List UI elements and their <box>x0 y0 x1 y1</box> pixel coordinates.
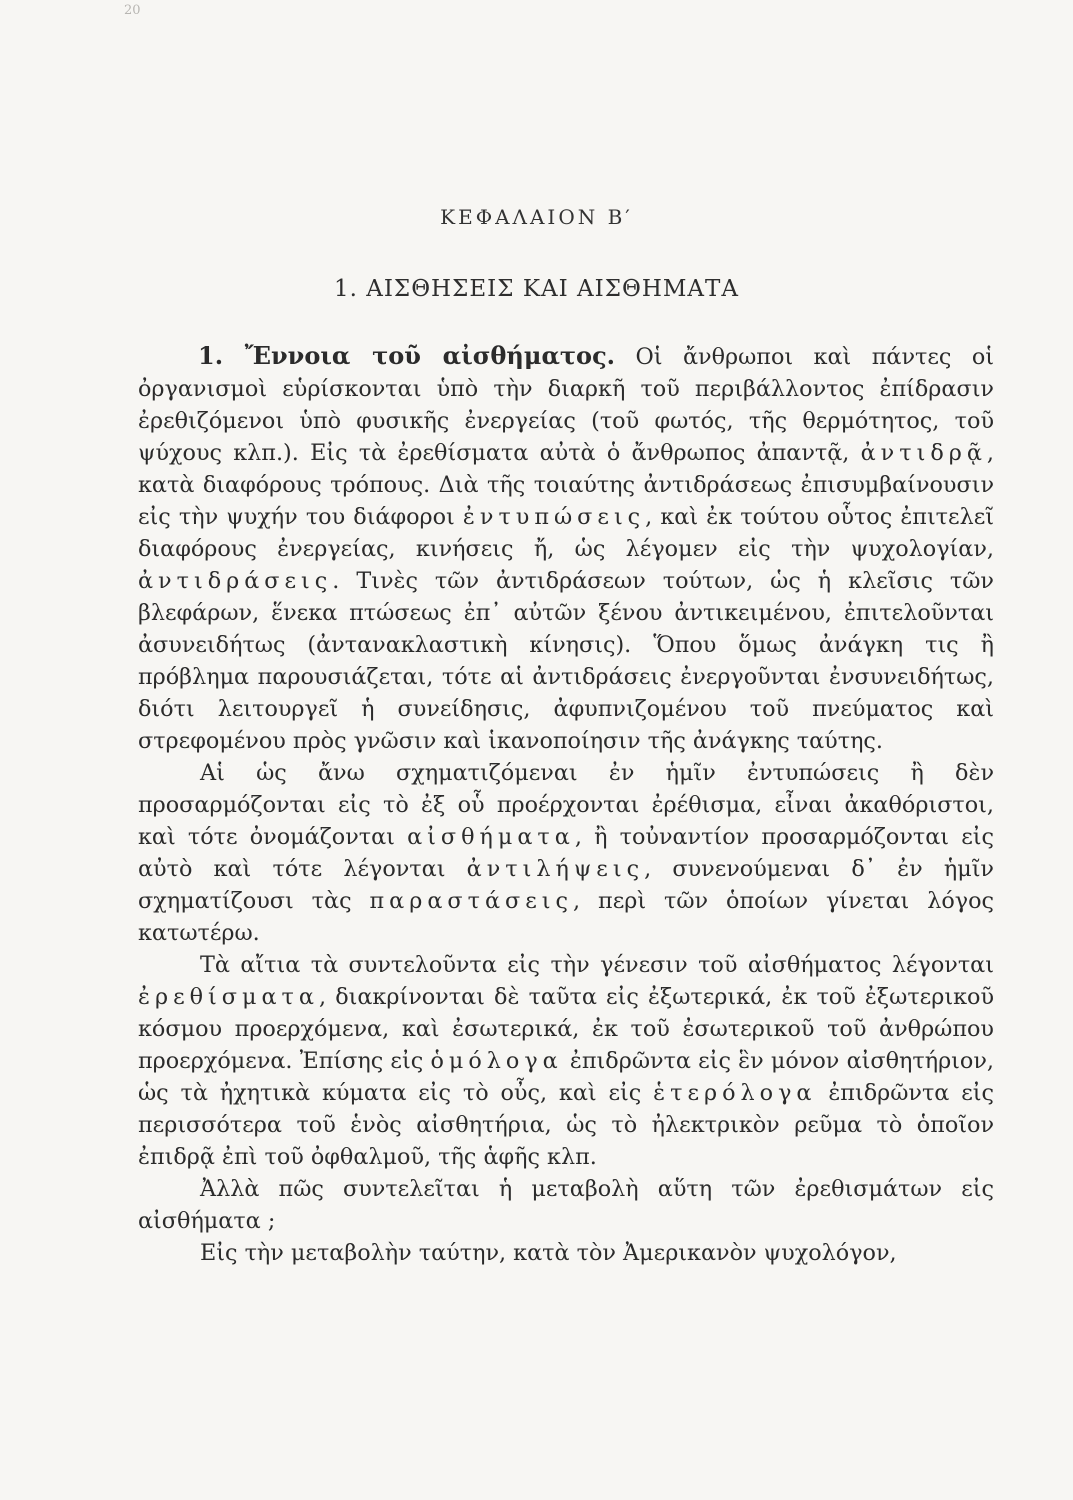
text-run: Ἀλλὰ πῶς συντελεῖται ἡ μεταβολὴ αὕτη τῶν ἐρεθισμάτων εἰς αἰσθήματα ; <box>138 1176 994 1234</box>
paragraph-5 <box>138 1237 994 1269</box>
chapter-title: ΚΕΦΑΛΑΙΟΝ Β′ <box>440 205 633 229</box>
paragraph-2 <box>138 757 994 949</box>
text-run: Τὰ αἴτια τὰ συντελοῦντα εἰς τὴν γένεσιν τοῦ αἰσθήματος λέγονται <box>200 952 994 978</box>
body-text <box>138 340 994 1269</box>
text-run: Αἱ ὡς ἄνω σχηματιζόμεναι ἐν ἡμῖν ἐντυπώσεις ἢ δὲν προσαρμόζονται εἰς τὸ ἐξ οὗ προέρχονται ἐρέθισμα, εἶναι ἀκαθόριστοι, καὶ τότε ὀνομάζονται <box>138 760 994 850</box>
spaced-term: ἐντυπώσεις <box>462 504 646 530</box>
text-run: , ἢ τοὐναντίον προσαρμόζονται εἰς αὐτὸ καὶ τότε λέγονται <box>138 824 994 882</box>
spaced-term: ἐρεθίσματα <box>138 984 319 1010</box>
text-run: , περὶ τῶν ὁποίων γίνεται λόγος κατωτέρω. <box>138 888 995 946</box>
text-run: ἐπιδρῶντα εἰς περισσότερα τοῦ ἑνὸς αἰσθητήρια, ὡς τὸ ἠλεκτρικὸν ρεῦμα τὸ ὁποῖον ἐπιδρᾷ ἐπὶ τοῦ ὀφθαλμοῦ, τῆς ἁφῆς κλπ. <box>138 1080 995 1170</box>
text-run: Εἰς τὴν μεταβολὴν ταύτην, κατὰ τὸν Ἀμερικανὸν ψυχολόγον, <box>200 1240 897 1266</box>
spaced-term: ἀντιλήψεις <box>466 856 645 882</box>
spaced-term: ἀντιδρᾷ <box>860 440 987 466</box>
spaced-term: ἀντιδράσεις <box>138 568 333 594</box>
paragraph-1 <box>138 340 994 757</box>
text-run: , καὶ ἐκ τούτου οὗτος ἐπιτελεῖ διαφόρους ἐνεργείας, κινήσεις ἤ, ὡς λέγομεν εἰς τὴν ψυχολογίαν, <box>138 504 994 562</box>
spaced-term: παραστάσεις <box>369 888 574 914</box>
spaced-term: αἰσθήματα <box>407 824 575 850</box>
spaced-term: ὁμόλογα <box>430 1048 563 1074</box>
subsection-heading: 1. Ἔννοια τοῦ αἰσθήματος. <box>198 341 616 370</box>
text-run: . Τινὲς τῶν ἀντιδράσεων τούτων, ὡς ἡ κλεῖσις τῶν βλεφάρων, ἕνεκα πτώσεως ἐπ᾽ αὐτῶν ξένου ἀντικειμένου, ἐπιτελοῦνται ἀσυνειδήτως (ἀντανακλαστικὴ κίνησις). Ὅπου ὅμως ἀνάγκη τις ἢ πρόβλημα παρουσιάζεται, τότε αἱ ἀντιδράσεις ἐνεργοῦνται ἐνσυνειδήτως, διότι λειτουργεῖ ἡ συνείδησις, ἀφυπνιζομένου τοῦ πνεύματος καὶ στρεφομένου πρὸς γνῶσιν καὶ ἱκανοποίησιν τῆς ἀνάγκης ταύτης. <box>138 568 994 754</box>
text-run: ἐπιδρῶντα εἰς ἓν μόνον αἰσθητήριον, ὡς τὰ ἠχητικὰ κύματα εἰς τὸ οὖς, καὶ εἰς <box>138 1048 994 1106</box>
text-run: , συνενούμεναι δ᾽ ἐν ἡμῖν σχηματίζουσι τὰς <box>138 856 994 914</box>
text-run: Οἱ ἄνθρωποι καὶ πάντες οἱ ὀργανισμοὶ εὑρίσκονται ὑπὸ τὴν διαρκῆ τοῦ περιβάλλοντος ἐπίδρασιν ἐρεθιζόμενοι ὑπὸ φυσικῆς ἐνεργείας (τοῦ φωτός, τῆς θερμότητος, τοῦ ψύχους κλπ.). Εἰς τὰ ἐρεθίσματα αὐτὰ ὁ ἄνθρωπος ἀπαντᾷ, <box>138 344 994 466</box>
paragraph-4 <box>138 1173 994 1237</box>
text-run: , κατὰ διαφόρους τρόπους. Διὰ τῆς τοιαύτης ἀντιδράσεως ἐπισυμβαίνουσιν εἰς τὴν ψυχήν του διάφοροι <box>138 440 994 530</box>
spaced-term: ἑτερόλογα <box>653 1080 817 1106</box>
page-number: 20 <box>124 3 141 18</box>
paragraph-3 <box>138 949 994 1173</box>
section-title: 1. ΑΙΣΘΗΣΕΙΣ ΚΑΙ ΑΙΣΘΗΜΑΤΑ <box>333 276 739 302</box>
text-run: , διακρίνονται δὲ ταῦτα εἰς ἐξωτερικά, ἐκ τοῦ ἐξωτερικοῦ κόσμου προερχόμενα, καὶ ἐσωτερικά, ἐκ τοῦ ἐσωτερικοῦ τοῦ ἀνθρώπου προερχόμενα. Ἐπίσης εἰς <box>138 984 994 1074</box>
